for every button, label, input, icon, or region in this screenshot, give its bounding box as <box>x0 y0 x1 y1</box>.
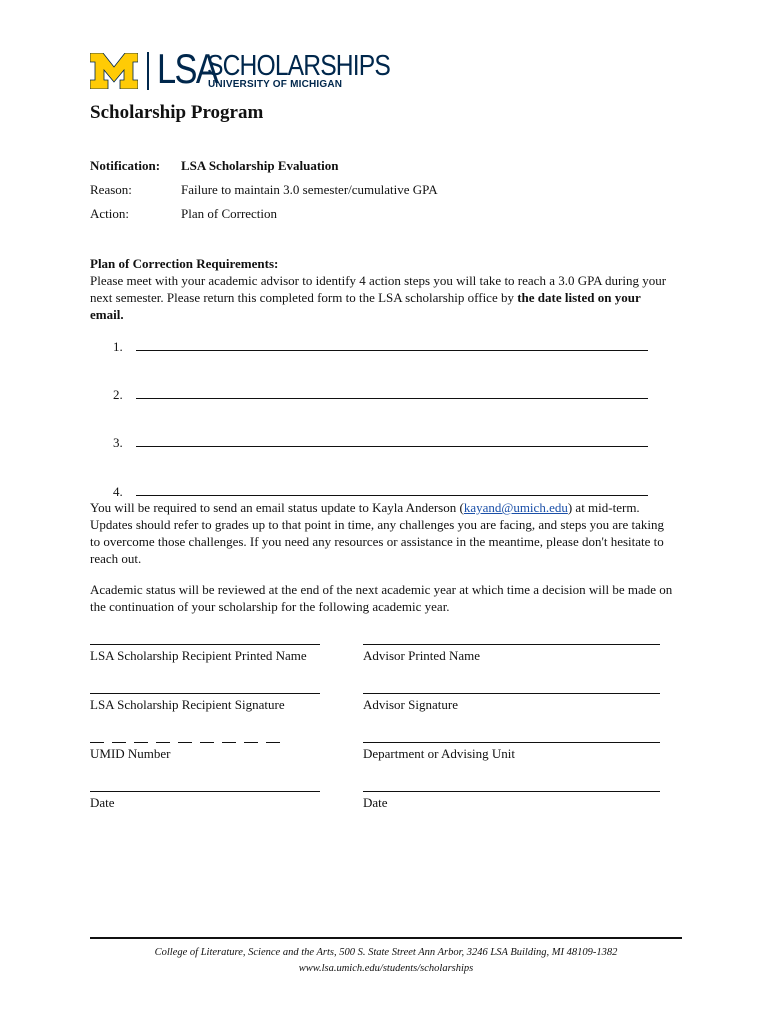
step-4-number: 4. <box>113 484 123 499</box>
advisor-signature-label: Advisor Signature <box>363 697 458 712</box>
action-label: Action: <box>90 206 129 221</box>
department-line[interactable] <box>363 742 660 743</box>
logo-lsa-text: LSA <box>157 45 218 92</box>
status-text-start: You will be required to send an email status update to Kayla Anderson ( <box>90 500 464 515</box>
step-1-number: 1. <box>113 339 123 354</box>
umid-digit-slot <box>200 742 214 743</box>
umid-digit-slot <box>90 742 104 743</box>
umid-label: UMID Number <box>90 746 171 761</box>
step-1-input-line[interactable] <box>136 350 648 351</box>
umid-digit-slot <box>178 742 192 743</box>
status-update-paragraph <box>90 499 675 567</box>
recipient-signature-label: LSA Scholarship Recipient Signature <box>90 697 285 712</box>
umid-digit-slot <box>266 742 280 743</box>
step-4-input-line[interactable] <box>136 495 648 496</box>
umid-input-line[interactable] <box>90 742 282 744</box>
recipient-name-line[interactable] <box>90 644 320 645</box>
footer-address: College of Literature, Science and the Arts, 500 S. State Street Ann Arbor, 3246 LSA Building, MI 48109-1382 <box>154 947 618 958</box>
umid-digit-slot <box>222 742 236 743</box>
advisor-signature-line[interactable] <box>363 693 660 694</box>
email-link[interactable]: kayand@umich.edu <box>463 500 568 515</box>
umid-digit-slot <box>112 742 126 743</box>
reason-label: Reason: <box>90 182 132 197</box>
advisor-date-line[interactable] <box>363 791 660 792</box>
footer-website: www.lsa.umich.edu/students/scholarships <box>298 963 474 974</box>
recipient-name-label: LSA Scholarship Recipient Printed Name <box>90 648 307 663</box>
department-label: Department or Advising Unit <box>363 746 516 761</box>
requirements-deadline: the date listed on your email <box>90 290 641 322</box>
status-text-end: ) at mid-term. Updates should refer to grades up to that point in time, any challenges you are facing, and steps you are taking to overcome those challenges. If you need any resources or assistance in the meantime, please don't hesitate to reach out. <box>90 500 664 566</box>
umid-digit-slot <box>134 742 148 743</box>
step-3-input-line[interactable] <box>136 446 648 447</box>
logo-divider <box>147 52 149 90</box>
logo-scholarships-text: SCHOLARSHIPS <box>207 50 390 82</box>
requirements-text-end: . <box>120 307 124 322</box>
notification-value: LSA Scholarship Evaluation <box>181 158 339 173</box>
recipient-signature-line[interactable] <box>90 693 320 694</box>
advisor-name-label: Advisor Printed Name <box>363 648 480 663</box>
requirements-text-start: Please meet with your academic advisor to identify 4 action steps you will take to reach a 3.0 GPA during your next semester. Please return this completed form to the LSA scholarship office by <box>90 273 667 305</box>
recipient-date-label: Date <box>90 795 115 810</box>
step-2-number: 2. <box>113 387 123 402</box>
logo-university-text: UNIVERSITY OF MICHIGAN <box>208 79 343 90</box>
notification-label: Notification: <box>90 158 161 173</box>
block-m-logo-icon <box>90 53 138 89</box>
footer-divider <box>90 937 682 939</box>
umid-digit-slot <box>244 742 258 743</box>
advisor-date-label: Date <box>363 795 388 810</box>
recipient-date-line[interactable] <box>90 791 320 792</box>
reason-value: Failure to maintain 3.0 semester/cumulative GPA <box>181 182 438 197</box>
requirements-paragraph <box>90 272 675 323</box>
step-2-input-line[interactable] <box>136 398 648 399</box>
step-3-number: 3. <box>113 435 123 450</box>
umid-digit-slot <box>156 742 170 743</box>
review-paragraph: Academic status will be reviewed at the end of the next academic year at which time a decision will be made on the continuation of your scholarship for the following academic year. <box>90 582 673 614</box>
advisor-name-line[interactable] <box>363 644 660 645</box>
action-value: Plan of Correction <box>181 206 278 221</box>
requirements-heading: Plan of Correction Requirements: <box>90 256 279 271</box>
page-title: Scholarship Program <box>90 102 264 123</box>
